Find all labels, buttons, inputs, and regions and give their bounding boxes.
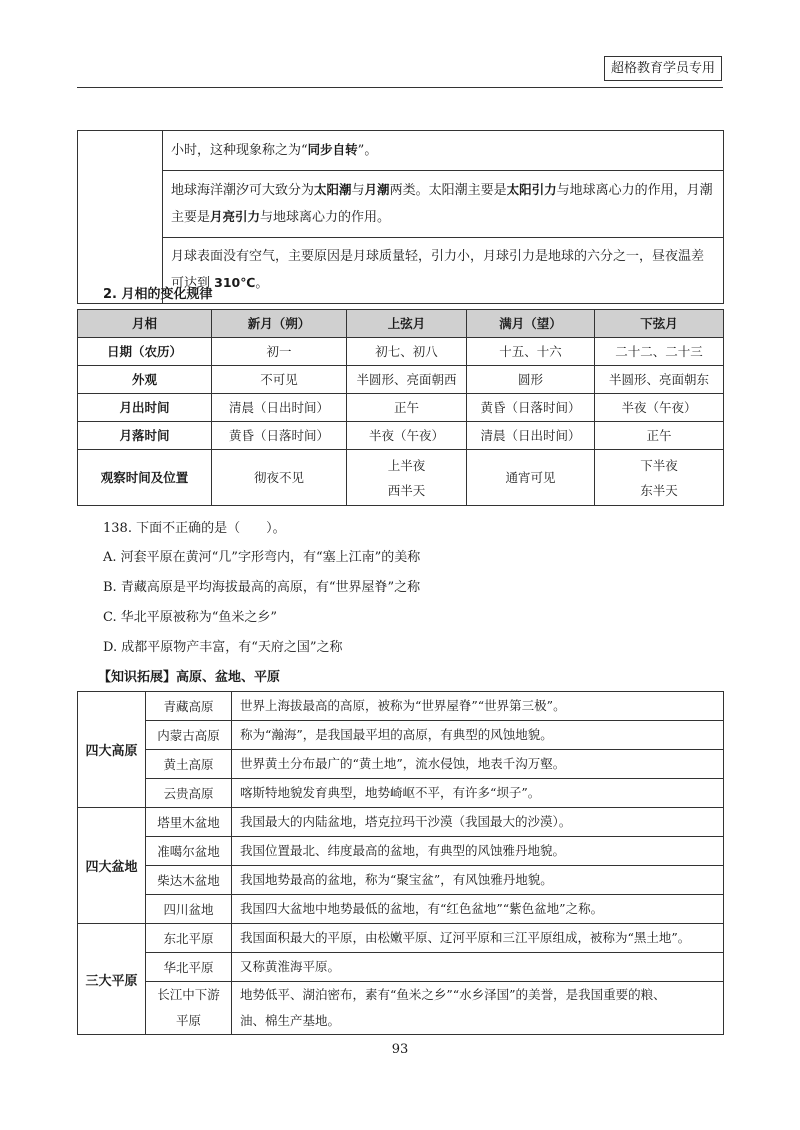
table-cell: 下半夜 东半天 [595,450,724,506]
table-cell: 彻夜不见 [212,450,347,506]
landform-desc: 我国地势最高的盆地，称为“聚宝盆”，有风蚀雅丹地貌。 [232,866,724,895]
landform-desc: 我国四大盆地中地势最低的盆地，有“红色盆地”“紫色盆地”之称。 [232,895,724,924]
question-stem: 138. 下面不正确的是（ ）。 [103,521,286,536]
landform-name: 内蒙古高原 [146,721,232,750]
table-cell-empty [78,131,163,304]
table-row [78,692,724,721]
table-cell: 二十二、二十三 [595,338,724,366]
landform-desc: 我国面积最大的平原，由松嫩平原、辽河平原和三江平原组成，被称为“黑土地”。 [232,924,724,953]
question-option-d: D. 成都平原物产丰富，有“天府之国”之称 [103,640,343,655]
table-row [78,338,724,366]
row-header: 外观 [78,366,212,394]
table-cell: 上半夜 西半天 [347,450,467,506]
table-header-row [78,310,724,338]
table-cell: 地球海洋潮汐可大致分为太阳潮与月潮两类。太阳潮主要是太阳引力与地球离心力的作用，月潮主要是月亮引力与地球离心力的作用。 [163,171,724,238]
landform-name: 云贵高原 [146,779,232,808]
table-row [78,837,724,866]
landform-name: 准噶尔盆地 [146,837,232,866]
extension-title: 【知识拓展】高原、盆地、平原 [98,670,281,685]
landform-name: 东北平原 [146,924,232,953]
landform-desc: 世界黄土分布最广的“黄土地”，流水侵蚀，地表千沟万壑。 [232,750,724,779]
section-title: 2. 月相的变化规律 [103,287,213,302]
column-header: 上弦月 [347,310,467,338]
column-header: 月相 [78,310,212,338]
landform-name: 柴达木盆地 [146,866,232,895]
table-row [78,422,724,450]
row-header: 观察时间及位置 [78,450,212,506]
header-rule [77,87,723,88]
group-label: 三大平原 [78,924,146,1035]
table-row [78,982,724,1035]
page-number: 93 [391,1042,409,1057]
table-row [78,779,724,808]
table-cell: 初七、初八 [347,338,467,366]
row-header: 月出时间 [78,394,212,422]
table-cell: 十五、十六 [467,338,595,366]
table-row [78,171,724,238]
landform-name: 华北平原 [146,953,232,982]
header-tag: 超格教育学员专用 [604,56,722,81]
table-cell: 黄昏（日落时间） [467,394,595,422]
table-cell: 黄昏（日落时间） [212,422,347,450]
question-option-c: C. 华北平原被称为“鱼米之乡” [103,610,278,625]
table-cell: 不可见 [212,366,347,394]
table-cell: 半夜（午夜） [347,422,467,450]
landform-name: 塔里木盆地 [146,808,232,837]
row-header: 日期（农历） [78,338,212,366]
landform-name: 四川盆地 [146,895,232,924]
landform-name: 黄土高原 [146,750,232,779]
table-cell: 通宵可见 [467,450,595,506]
row-header: 月落时间 [78,422,212,450]
group-label: 四大盆地 [78,808,146,924]
landform-desc: 称为“瀚海”，是我国最平坦的高原，有典型的风蚀地貌。 [232,721,724,750]
table-row [78,721,724,750]
moon-phase-table [77,309,724,506]
table-cell: 正午 [595,422,724,450]
table-row [78,924,724,953]
landform-desc: 世界上海拔最高的高原，被称为“世界屋脊”“世界第三极”。 [232,692,724,721]
landform-desc: 又称黄淮海平原。 [232,953,724,982]
table-row [78,953,724,982]
table-row [78,394,724,422]
column-header: 下弦月 [595,310,724,338]
table-cell: 圆形 [467,366,595,394]
table-row [78,131,724,171]
table-cell: 正午 [347,394,467,422]
landform-name: 长江中下游 平原 [146,982,232,1035]
landform-name: 青藏高原 [146,692,232,721]
table-row [78,366,724,394]
table-row [78,750,724,779]
question-option-a: A. 河套平原在黄河“几”字形弯内，有“塞上江南”的美称 [103,550,421,565]
table-row [78,450,724,506]
table-row [78,895,724,924]
group-label: 四大高原 [78,692,146,808]
landform-desc: 我国位置最北、纬度最高的盆地，有典型的风蚀雅丹地貌。 [232,837,724,866]
table-cell: 半圆形、亮面朝东 [595,366,724,394]
landform-table [77,691,724,1035]
table-cell: 小时，这种现象称之为“同步自转”。 [163,131,724,171]
table-row [78,866,724,895]
landform-desc: 喀斯特地貌发育典型，地势崎岖不平，有许多“坝子”。 [232,779,724,808]
table-cell: 半夜（午夜） [595,394,724,422]
table-cell: 清晨（日出时间） [212,394,347,422]
table-cell: 初一 [212,338,347,366]
landform-desc: 我国最大的内陆盆地，塔克拉玛干沙漠（我国最大的沙漠）。 [232,808,724,837]
column-header: 满月（望） [467,310,595,338]
column-header: 新月（朔） [212,310,347,338]
table-cell: 清晨（日出时间） [467,422,595,450]
table-cell: 半圆形、亮面朝西 [347,366,467,394]
table-cell: 月球表面没有空气，主要原因是月球质量轻，引力小，月球引力是地球的六分之一，昼夜温差可达到 310℃。 [163,238,724,304]
moon-facts-table [77,130,724,304]
question-option-b: B. 青藏高原是平均海拔最高的高原，有“世界屋脊”之称 [103,580,421,595]
landform-desc: 地势低平、湖泊密布，素有“鱼米之乡”“水乡泽国”的美誉，是我国重要的粮、 油、棉生产基地。 [232,982,724,1035]
table-row [78,808,724,837]
